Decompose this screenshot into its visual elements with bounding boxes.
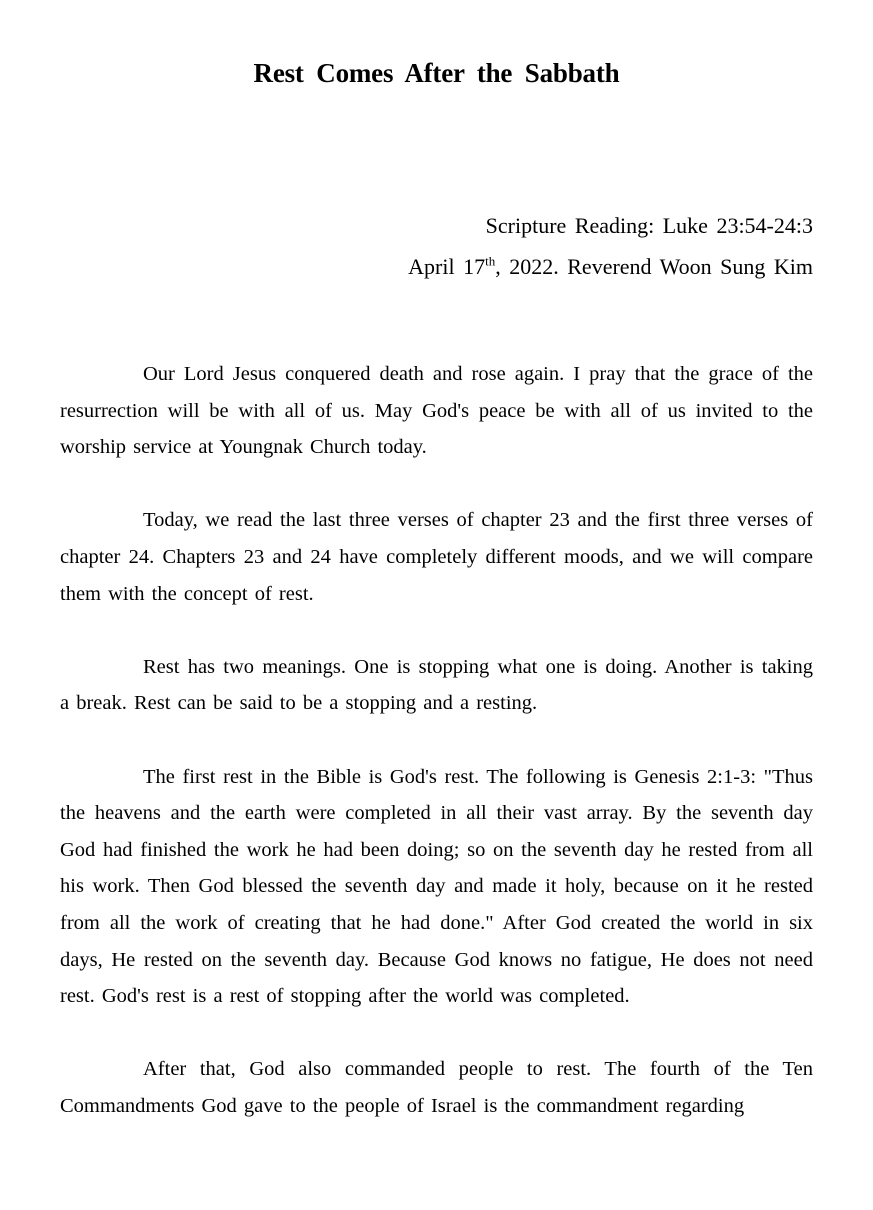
paragraph: The first rest in the Bible is God's rest. The following is Genesis 2:1-3: "Thus the heavens and the earth were completed in all their vast array. By the seventh day God had finished the work he had been doing; so on the seventh day he rested from all his work. Then God blessed the seventh day and made it holy, because on it he rested from all the work of creating that he had done." After God created the world in six days, He rested on the seventh day. Because God knows no fatigue, He does not need rest. God's rest is a rest of stopping after the world was completed. xyxy=(60,765,813,1008)
sermon-body xyxy=(60,356,813,1161)
scripture-reading: Scripture Reading: Luke 23:54-24:3 xyxy=(485,213,813,238)
sermon-date-line xyxy=(408,246,813,287)
date-prefix: April 17 xyxy=(408,254,486,279)
paragraph: After that, God also commanded people to rest. The fourth of the Ten Commandments God gave to the people of Israel is the commandment regarding xyxy=(60,1058,813,1117)
paragraph: Today, we read the last three verses of chapter 23 and the first three verses of chapter 24. Chapters 23 and 24 have completely different moods, and we will compare them with the concept of rest. xyxy=(60,509,813,605)
sermon-meta xyxy=(408,205,813,287)
date-and-speaker: , 2022. Reverend Woon Sung Kim xyxy=(495,254,813,279)
document-title: Rest Comes After the Sabbath xyxy=(253,58,620,88)
paragraph: Our Lord Jesus conquered death and rose again. I pray that the grace of the resurrection will be with all of us. May God's peace be with all of us invited to the worship service at Youngnak Church today. xyxy=(60,363,813,459)
date-ordinal-suffix: th xyxy=(485,253,496,269)
paragraph: Rest has two meanings. One is stopping what one is doing. Another is taking a break. Rest can be said to be a stopping and a resting. xyxy=(60,655,813,715)
